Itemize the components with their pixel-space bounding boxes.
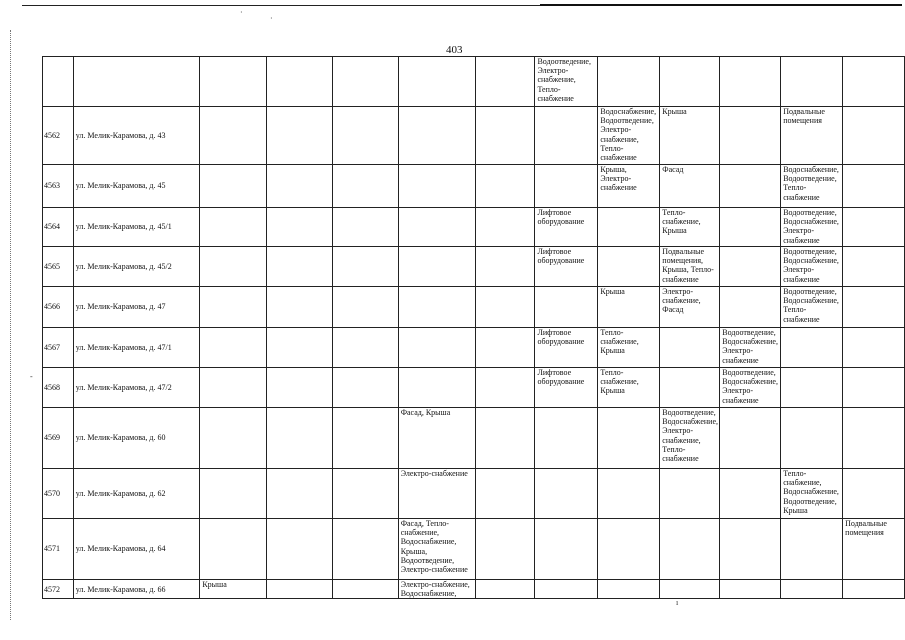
work-cell — [476, 287, 535, 328]
work-cell — [266, 107, 332, 165]
work-cell: Тепло- снабжение, Водоснабжение, Водоотведение, Крыша — [781, 469, 843, 519]
work-cell — [535, 287, 598, 328]
scan-speck: ı — [676, 598, 679, 607]
address-cell: ул. Мелик-Карамова, д. 45/1 — [73, 208, 200, 247]
work-cell: Крыша — [660, 107, 720, 165]
work-cell: Лифтовое оборудование — [535, 368, 598, 408]
work-cell — [843, 408, 905, 469]
work-cell: Водоотведение, Водоснабжение, Электро- снабжение — [720, 328, 781, 368]
work-cell — [200, 328, 266, 368]
work-cell — [266, 208, 332, 247]
work-cell — [598, 580, 660, 599]
work-cell: Фасад, Крыша — [398, 408, 476, 469]
work-cell — [266, 287, 332, 328]
row-number: 4570 — [43, 469, 74, 519]
table-row — [43, 519, 905, 580]
work-cell — [266, 469, 332, 519]
table-body — [43, 57, 905, 599]
work-cell: Фасад — [660, 165, 720, 208]
work-cell — [720, 247, 781, 287]
work-cell — [200, 287, 266, 328]
work-cell — [720, 408, 781, 469]
scan-speck: · — [240, 8, 243, 17]
table-row — [43, 368, 905, 408]
work-cell — [398, 208, 476, 247]
work-cell — [660, 368, 720, 408]
work-cell — [266, 580, 332, 599]
work-cell — [598, 469, 660, 519]
table-row — [43, 57, 905, 107]
work-cell: Водоотведение, Электро- снабжение, Тепло- снабжение — [535, 57, 598, 107]
work-cell: Тепло- снабжение, Крыша — [598, 368, 660, 408]
work-cell — [660, 57, 720, 107]
work-cell: Водоотведение, Водоснабжение, Электро- снабжение — [781, 208, 843, 247]
work-cell — [660, 328, 720, 368]
work-cell — [332, 208, 398, 247]
work-cell — [720, 165, 781, 208]
work-cell — [598, 247, 660, 287]
work-cell — [266, 519, 332, 580]
row-number: 4568 — [43, 368, 74, 408]
table-row — [43, 208, 905, 247]
row-number: 4563 — [43, 165, 74, 208]
work-cell — [200, 408, 266, 469]
work-cell — [476, 107, 535, 165]
work-cell — [720, 580, 781, 599]
work-cell — [781, 519, 843, 580]
row-number: 4562 — [43, 107, 74, 165]
work-cell — [332, 247, 398, 287]
work-cell: Подвальные помещения, Крыша, Тепло- снабжение — [660, 247, 720, 287]
row-number — [43, 57, 74, 107]
work-cell — [332, 519, 398, 580]
work-cell — [332, 107, 398, 165]
work-cell — [781, 368, 843, 408]
work-cell — [332, 57, 398, 107]
work-cell: Крыша — [200, 580, 266, 599]
work-cell — [720, 57, 781, 107]
work-cell — [843, 247, 905, 287]
scan-left-edge — [10, 30, 11, 620]
work-cell — [535, 107, 598, 165]
work-cell: Крыша, Электро- снабжение — [598, 165, 660, 208]
repair-schedule-table — [42, 56, 905, 599]
work-cell — [200, 368, 266, 408]
work-cell — [266, 368, 332, 408]
work-cell: Подвальные помещения — [843, 519, 905, 580]
work-cell — [398, 247, 476, 287]
work-cell — [598, 408, 660, 469]
row-number: 4565 — [43, 247, 74, 287]
address-cell: ул. Мелик-Карамова, д. 47/2 — [73, 368, 200, 408]
row-number: 4566 — [43, 287, 74, 328]
work-cell — [660, 519, 720, 580]
table-row — [43, 408, 905, 469]
work-cell — [843, 57, 905, 107]
work-cell: Лифтовое оборудование — [535, 247, 598, 287]
work-cell — [843, 469, 905, 519]
work-cell: Крыша — [598, 287, 660, 328]
work-cell — [200, 519, 266, 580]
work-cell — [200, 57, 266, 107]
work-cell — [535, 519, 598, 580]
address-cell: ул. Мелик-Карамова, д. 62 — [73, 469, 200, 519]
work-cell — [535, 580, 598, 599]
address-cell — [73, 57, 200, 107]
work-cell: Лифтовое оборудование — [535, 328, 598, 368]
work-cell — [200, 208, 266, 247]
work-cell: Фасад, Тепло- снабжение, Водоснабжение, Крыша, Водоотведение, Электро-снабжение — [398, 519, 476, 580]
work-cell: Лифтовое оборудование — [535, 208, 598, 247]
work-cell — [332, 368, 398, 408]
work-cell — [332, 469, 398, 519]
table-row — [43, 469, 905, 519]
work-cell — [476, 328, 535, 368]
address-cell: ул. Мелик-Карамова, д. 66 — [73, 580, 200, 599]
address-cell: ул. Мелик-Карамова, д. 47/1 — [73, 328, 200, 368]
address-cell: ул. Мелик-Карамова, д. 45/2 — [73, 247, 200, 287]
work-cell — [266, 57, 332, 107]
work-cell — [332, 408, 398, 469]
work-cell: Электро-снабжение, Водоснабжение, — [398, 580, 476, 599]
work-cell — [843, 580, 905, 599]
work-cell: Электро- снабжение, Фасад — [660, 287, 720, 328]
work-cell — [535, 165, 598, 208]
work-cell — [476, 247, 535, 287]
work-cell — [781, 580, 843, 599]
work-cell — [200, 247, 266, 287]
table-row — [43, 287, 905, 328]
work-cell: Подвальные помещения — [781, 107, 843, 165]
work-cell: Тепло- снабжение, Крыша — [660, 208, 720, 247]
row-number: 4567 — [43, 328, 74, 368]
work-cell — [332, 328, 398, 368]
row-number: 4564 — [43, 208, 74, 247]
work-cell — [720, 519, 781, 580]
work-cell — [476, 368, 535, 408]
work-cell — [598, 57, 660, 107]
work-cell — [843, 287, 905, 328]
work-cell — [476, 469, 535, 519]
work-cell: Электро-снабжение — [398, 469, 476, 519]
work-cell — [476, 580, 535, 599]
work-cell — [720, 287, 781, 328]
work-cell — [266, 328, 332, 368]
address-cell: ул. Мелик-Карамова, д. 43 — [73, 107, 200, 165]
page-number: 403 — [446, 44, 463, 56]
address-cell: ул. Мелик-Карамова, д. 47 — [73, 287, 200, 328]
work-cell — [843, 208, 905, 247]
table-row — [43, 107, 905, 165]
work-cell — [660, 469, 720, 519]
work-cell: Водоотведение, Водоснабжение, Электро- снабжение — [720, 368, 781, 408]
work-cell: Водоотведение, Водоснабжение, Тепло- снабжение — [781, 287, 843, 328]
row-number: 4572 — [43, 580, 74, 599]
address-cell: ул. Мелик-Карамова, д. 45 — [73, 165, 200, 208]
work-cell — [398, 165, 476, 208]
work-cell: Водоотведение, Водоснабжение, Электро- снабжение, Тепло- снабжение — [660, 408, 720, 469]
work-cell — [476, 519, 535, 580]
work-cell: Водоснабжение, Водоотведение, Электро- снабжение, Тепло- снабжение — [598, 107, 660, 165]
work-cell — [266, 408, 332, 469]
work-cell — [660, 580, 720, 599]
row-number: 4569 — [43, 408, 74, 469]
work-cell — [398, 287, 476, 328]
work-cell — [720, 469, 781, 519]
work-cell — [476, 208, 535, 247]
table-row — [43, 580, 905, 599]
work-cell: Тепло- снабжение, Крыша — [598, 328, 660, 368]
work-cell — [200, 107, 266, 165]
work-cell: Водоотведение, Водоснабжение, Электро- снабжение — [781, 247, 843, 287]
address-cell: ул. Мелик-Карамова, д. 60 — [73, 408, 200, 469]
work-cell — [843, 165, 905, 208]
table-row — [43, 328, 905, 368]
work-cell — [398, 107, 476, 165]
work-cell — [781, 328, 843, 368]
work-cell — [598, 208, 660, 247]
scan-speck: · — [270, 14, 273, 23]
work-cell — [332, 287, 398, 328]
work-cell — [398, 57, 476, 107]
work-cell — [535, 408, 598, 469]
scan-speck: - — [30, 372, 33, 381]
work-cell — [720, 107, 781, 165]
work-cell — [720, 208, 781, 247]
work-cell — [200, 165, 266, 208]
work-cell — [781, 408, 843, 469]
work-cell — [598, 519, 660, 580]
work-cell: Водоснабжение, Водоотведение, Тепло- снабжение — [781, 165, 843, 208]
work-cell — [398, 368, 476, 408]
work-cell — [476, 165, 535, 208]
table-row — [43, 247, 905, 287]
work-cell — [476, 57, 535, 107]
top-rule-thick — [540, 4, 902, 6]
work-cell — [266, 165, 332, 208]
work-cell — [843, 328, 905, 368]
work-cell — [476, 408, 535, 469]
work-cell — [332, 580, 398, 599]
row-number: 4571 — [43, 519, 74, 580]
work-cell — [332, 165, 398, 208]
work-cell — [535, 469, 598, 519]
table-row — [43, 165, 905, 208]
address-cell: ул. Мелик-Карамова, д. 64 — [73, 519, 200, 580]
work-cell — [781, 57, 843, 107]
work-cell — [266, 247, 332, 287]
work-cell — [843, 368, 905, 408]
work-cell — [200, 469, 266, 519]
work-cell — [843, 107, 905, 165]
work-cell — [398, 328, 476, 368]
